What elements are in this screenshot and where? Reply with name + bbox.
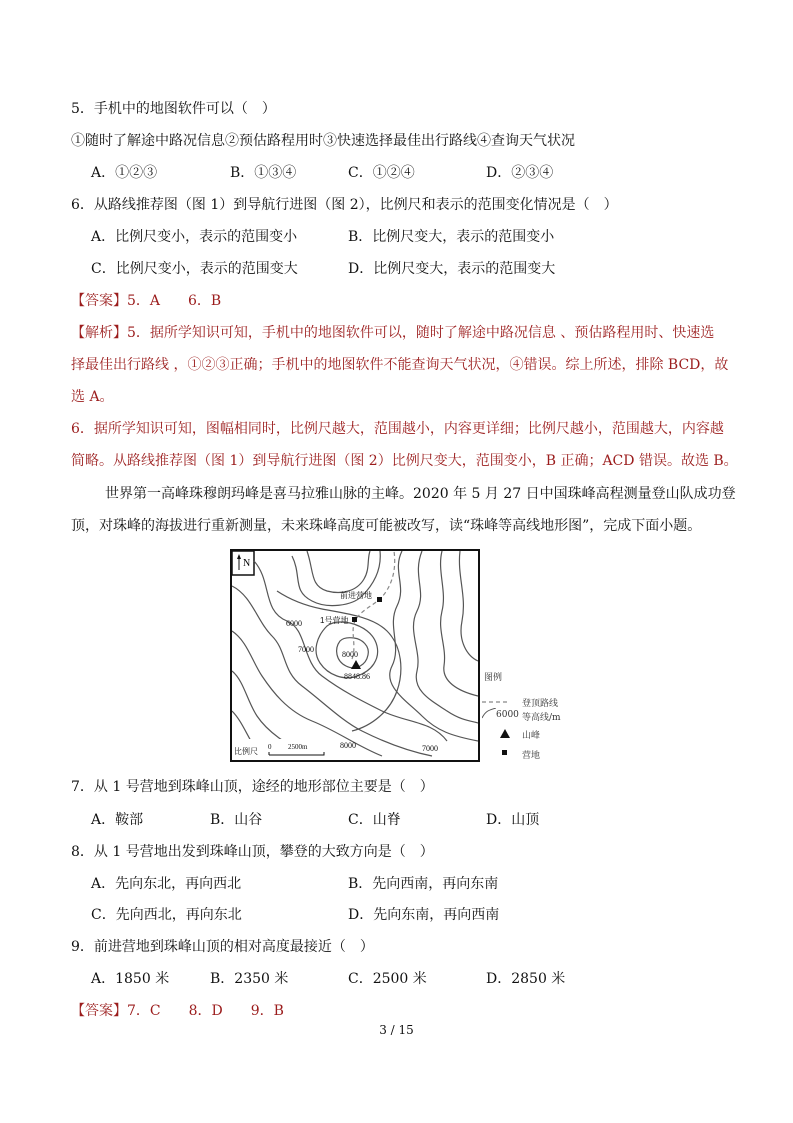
legend-contour: 等高线/m xyxy=(522,713,561,723)
analysis-text-1: 5．据所学知识可知，手机中的地图软件可以，随时了解途中路况信息 、预估路程用时、快速选 xyxy=(127,325,715,341)
page-number: 3 / 15 xyxy=(379,1023,414,1037)
contour-label-8000-bottom: 8000 xyxy=(340,741,356,750)
scale-length: 2500m xyxy=(288,743,308,751)
peak-elevation: 8848.86 xyxy=(344,672,370,681)
q6-option-b: B．比例尺变大，表示的范围变小 xyxy=(348,229,555,245)
analysis-line-1 xyxy=(71,323,714,343)
contour-label-7000-bottom: 7000 xyxy=(422,744,438,753)
q5-items: ①随时了解途中路况信息②预估路程用时③快速选择最佳出行路线④查询天气状况 xyxy=(71,133,575,149)
q7-option-d: D．山顶 xyxy=(486,812,540,828)
contour-line xyxy=(390,551,478,741)
q8-option-b: B．先向西南，再向东南 xyxy=(348,876,499,892)
q6-option-a: A．比例尺变小，表示的范围变小 xyxy=(91,229,298,245)
camp-1-icon xyxy=(352,617,357,622)
q7-stem: 7．从 1 号营地到珠峰山顶，途经的地形部位主要是（ ） xyxy=(71,779,434,795)
forward-camp-icon xyxy=(377,597,382,602)
legend-camp: 营地 xyxy=(522,751,541,761)
intro-line-2: 顶，对珠峰的海拔进行重新测量，未来珠峰高度可能被改写，读“珠峰等高线地形图”，完成下面小题。 xyxy=(71,518,702,534)
route-line-icon xyxy=(482,699,510,705)
legend-title-row xyxy=(482,670,572,682)
north-label: N xyxy=(243,558,251,569)
q5-option-b: B．①③④ xyxy=(230,165,297,181)
legend-contour-value: 6000 xyxy=(496,710,519,720)
legend-peak: 山峰 xyxy=(522,731,541,741)
answer-text: 5．A 6．B xyxy=(127,293,222,309)
contour-label-6000: 6000 xyxy=(286,619,302,628)
answer-block-2 xyxy=(71,1001,284,1021)
analysis-label: 【解析】 xyxy=(71,325,127,341)
camp-1-label: 1号营地 xyxy=(320,616,349,625)
q9-option-d: D．2850 米 xyxy=(486,971,566,987)
q6-option-c: C．比例尺变小，表示的范围变大 xyxy=(91,261,298,277)
q8-stem: 8．从 1 号营地出发到珠峰山顶，攀登的大致方向是（ ） xyxy=(71,844,434,860)
q7-option-b: B．山谷 xyxy=(210,812,263,828)
q7-option-c: C．山脊 xyxy=(348,812,401,828)
contour-line xyxy=(277,591,401,731)
q5-option-d: D．②③④ xyxy=(486,165,554,181)
q9-option-b: B．2350 米 xyxy=(210,971,289,987)
scale-label: 比例尺 xyxy=(234,747,258,756)
legend-route: 登顶路线 xyxy=(522,699,559,709)
contour-line xyxy=(459,551,478,661)
contour-line xyxy=(441,551,478,696)
analysis-line-4: 6．据所学知识可知，图幅相同时，比例尺越大，范围越小，内容更详细；比例尺越小，范围越大，内容越 xyxy=(71,421,724,437)
q9-stem: 9．前进营地到珠峰山顶的相对高度最接近（ ） xyxy=(71,939,374,955)
contour-map xyxy=(230,549,480,762)
legend-title: 图例 xyxy=(484,673,503,683)
forward-camp-label: 前进营地 xyxy=(340,591,372,600)
camp-icon xyxy=(502,750,508,756)
answer-text: 7．C 8．D 9．B xyxy=(127,1003,284,1019)
q6-option-d: D．比例尺变大，表示的范围变大 xyxy=(348,261,556,277)
q5-option-a: A．①②③ xyxy=(91,165,158,181)
mountain-peak-icon xyxy=(500,729,510,738)
q9-option-a: A．1850 米 xyxy=(91,971,170,987)
peak-icon xyxy=(351,660,361,669)
q8-option-c: C．先向西北，再向东北 xyxy=(91,907,242,923)
contour-map-svg xyxy=(232,551,478,760)
q9-option-c: C．2500 米 xyxy=(348,971,427,987)
intro-line-1: 世界第一高峰珠穆朗玛峰是喜马拉雅山脉的主峰。2020 年 5 月 27 日中国珠峰高程测量登山队成功登 xyxy=(105,486,736,502)
answer-label: 【答案】 xyxy=(71,293,127,309)
contour-label-7000: 7000 xyxy=(298,645,314,654)
contour-line xyxy=(307,551,370,593)
contour-line-icon xyxy=(482,708,496,720)
answer-label: 【答案】 xyxy=(71,1003,127,1019)
q6-stem: 6．从路线推荐图（图 1）到导航行进图（图 2），比例尺和表示的范围变化情况是（ ） xyxy=(71,197,618,213)
q5-stem: 5．手机中的地图软件可以（ ） xyxy=(71,101,276,117)
climbing-route xyxy=(352,551,395,659)
analysis-line-3: 选 A。 xyxy=(71,389,114,405)
q5-option-c: C．①②④ xyxy=(348,165,415,181)
analysis-line-2: 择最佳出行路线 ，①②③正确；手机中的地图软件不能查询天气状况，④错误。综上所述，排除 BCD，故 xyxy=(71,357,729,373)
q7-option-a: A．鞍部 xyxy=(91,812,144,828)
legend-peak-row xyxy=(482,728,572,740)
contour-line xyxy=(413,551,478,723)
answer-block-1 xyxy=(71,291,221,311)
contour-label-8000: 8000 xyxy=(342,650,358,659)
q8-option-d: D．先向东南，再向西南 xyxy=(348,907,500,923)
scale-zero: 0 xyxy=(268,743,272,751)
analysis-line-5: 简略。从路线推荐图（图 1）到导航行进图（图 2）比例尺变大，范围变小，B 正确；ACD 错误。故选 B。 xyxy=(71,453,738,469)
legend-contour-row xyxy=(482,710,572,722)
q8-option-a: A．先向东北，再向西北 xyxy=(91,876,242,892)
legend-route-row xyxy=(482,696,572,708)
legend-camp-row xyxy=(482,748,572,760)
